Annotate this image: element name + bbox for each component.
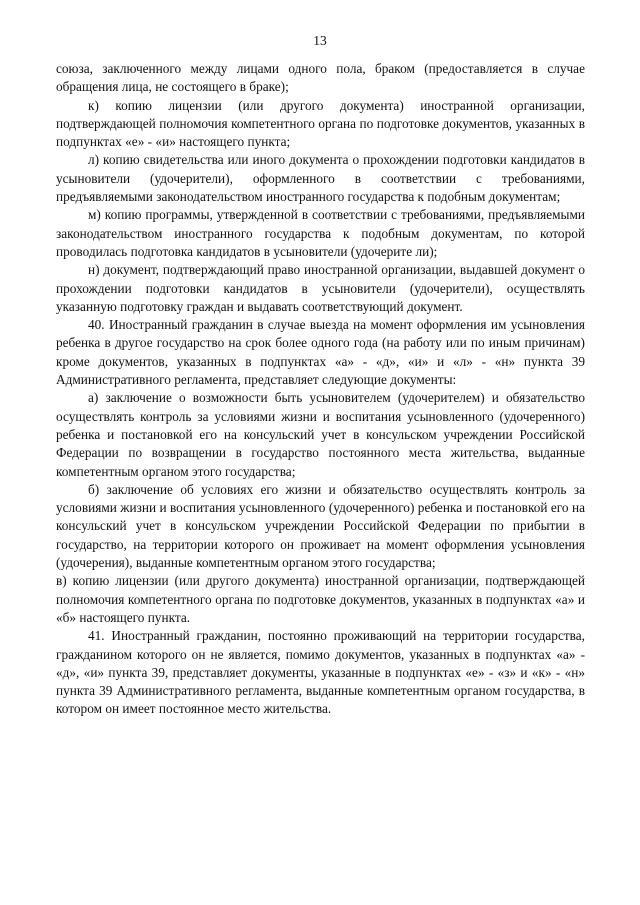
page-number: 13 — [313, 33, 327, 48]
paragraph-item-m: м) копию программы, утвержденной в соответствии с требованиями, предъявляемыми законодательством иностранного государства к подобным документам, по которой проводилась подготовка кандидатов в усыновители (удочерите ли); — [56, 207, 585, 259]
paragraph-item-l: л) копию свидетельства или иного документа о прохождении подготовки кандидатов в усыновители (удочерители), оформленного в соответствии с требованиями, предъявляемыми законодательством иностранного государства к подобным документам; — [56, 152, 585, 205]
paragraph-section-40: 40. Иностранный гражданин в случае выезда на момент оформления им усыновления ребенка в другое государство на срок более одного года (на работу или по иным причинам) кроме документов, указанных в подпунктах «а» - «д», «и» и «л» - «н» пункта 39 Административного регламента, представляет следующие документы: — [56, 317, 585, 388]
paragraph-item-b: б) заключение об условиях его жизни и обязательство осуществлять контроль за условиями жизни и воспитания усыновленного (удочеренного) ребенка и постановкой его на консульский учет в консульском учреждении Российской Федерации по прибытии в государство, на территории которого он проживает на момент оформления усыновления (удочерения), выданные компетентным органом этого государства; — [56, 481, 585, 571]
paragraph-section-41: 41. Иностранный гражданин, постоянно проживающий на территории государства, гражданином которого он не является, помимо документов, указанных в подпунктах «а» - «д», «и» пункта 39, представляет документы, указанные в подпунктах «е» - «з» и «к» - «н» пункта 39 Административного регламента, выданные компетентным органом государства, в котором он имеет постоянное место жительства. — [56, 628, 585, 717]
document-body — [56, 60, 585, 719]
paragraph-marriage-union: союза, заключенного между лицами одного пола, браком (предоставляется в случае обращения лица, не состоящего в браке); — [56, 61, 585, 95]
paragraph-item-k: к) копию лицензии (или другого документа) иностранной организации, подтверждающей полномочия компетентного органа по подготовке документов, указанных в подпунктах «е» - «и» настоящего пункта; — [56, 97, 585, 150]
paragraph-item-v: в) копию лицензии (или другого документа) иностранной организации, подтверждающей полномочия компетентного органа по подготовке документов, указанных в подпунктах «а» и «б» настоящего пункта. — [56, 573, 585, 625]
paragraph-item-n: н) документ, подтверждающий право иностранной организации, выдавшей документ о прохождении подготовки кандидатов в усыновители (удочерители), осуществлять указанную подготовку граждан и выдавать соответствующий документ. — [56, 262, 585, 314]
paragraph-item-a: а) заключение о возможности быть усыновителем (удочерителем) и обязательство осуществлять контроль за условиями жизни и воспитания усыновленного (удочеренного) ребенка и постановкой его на консульский учет в консульском учреждении Российской Федерации по возвращении в государство постоянного места жительства, выданные компетентным органом этого государства; — [56, 390, 585, 479]
